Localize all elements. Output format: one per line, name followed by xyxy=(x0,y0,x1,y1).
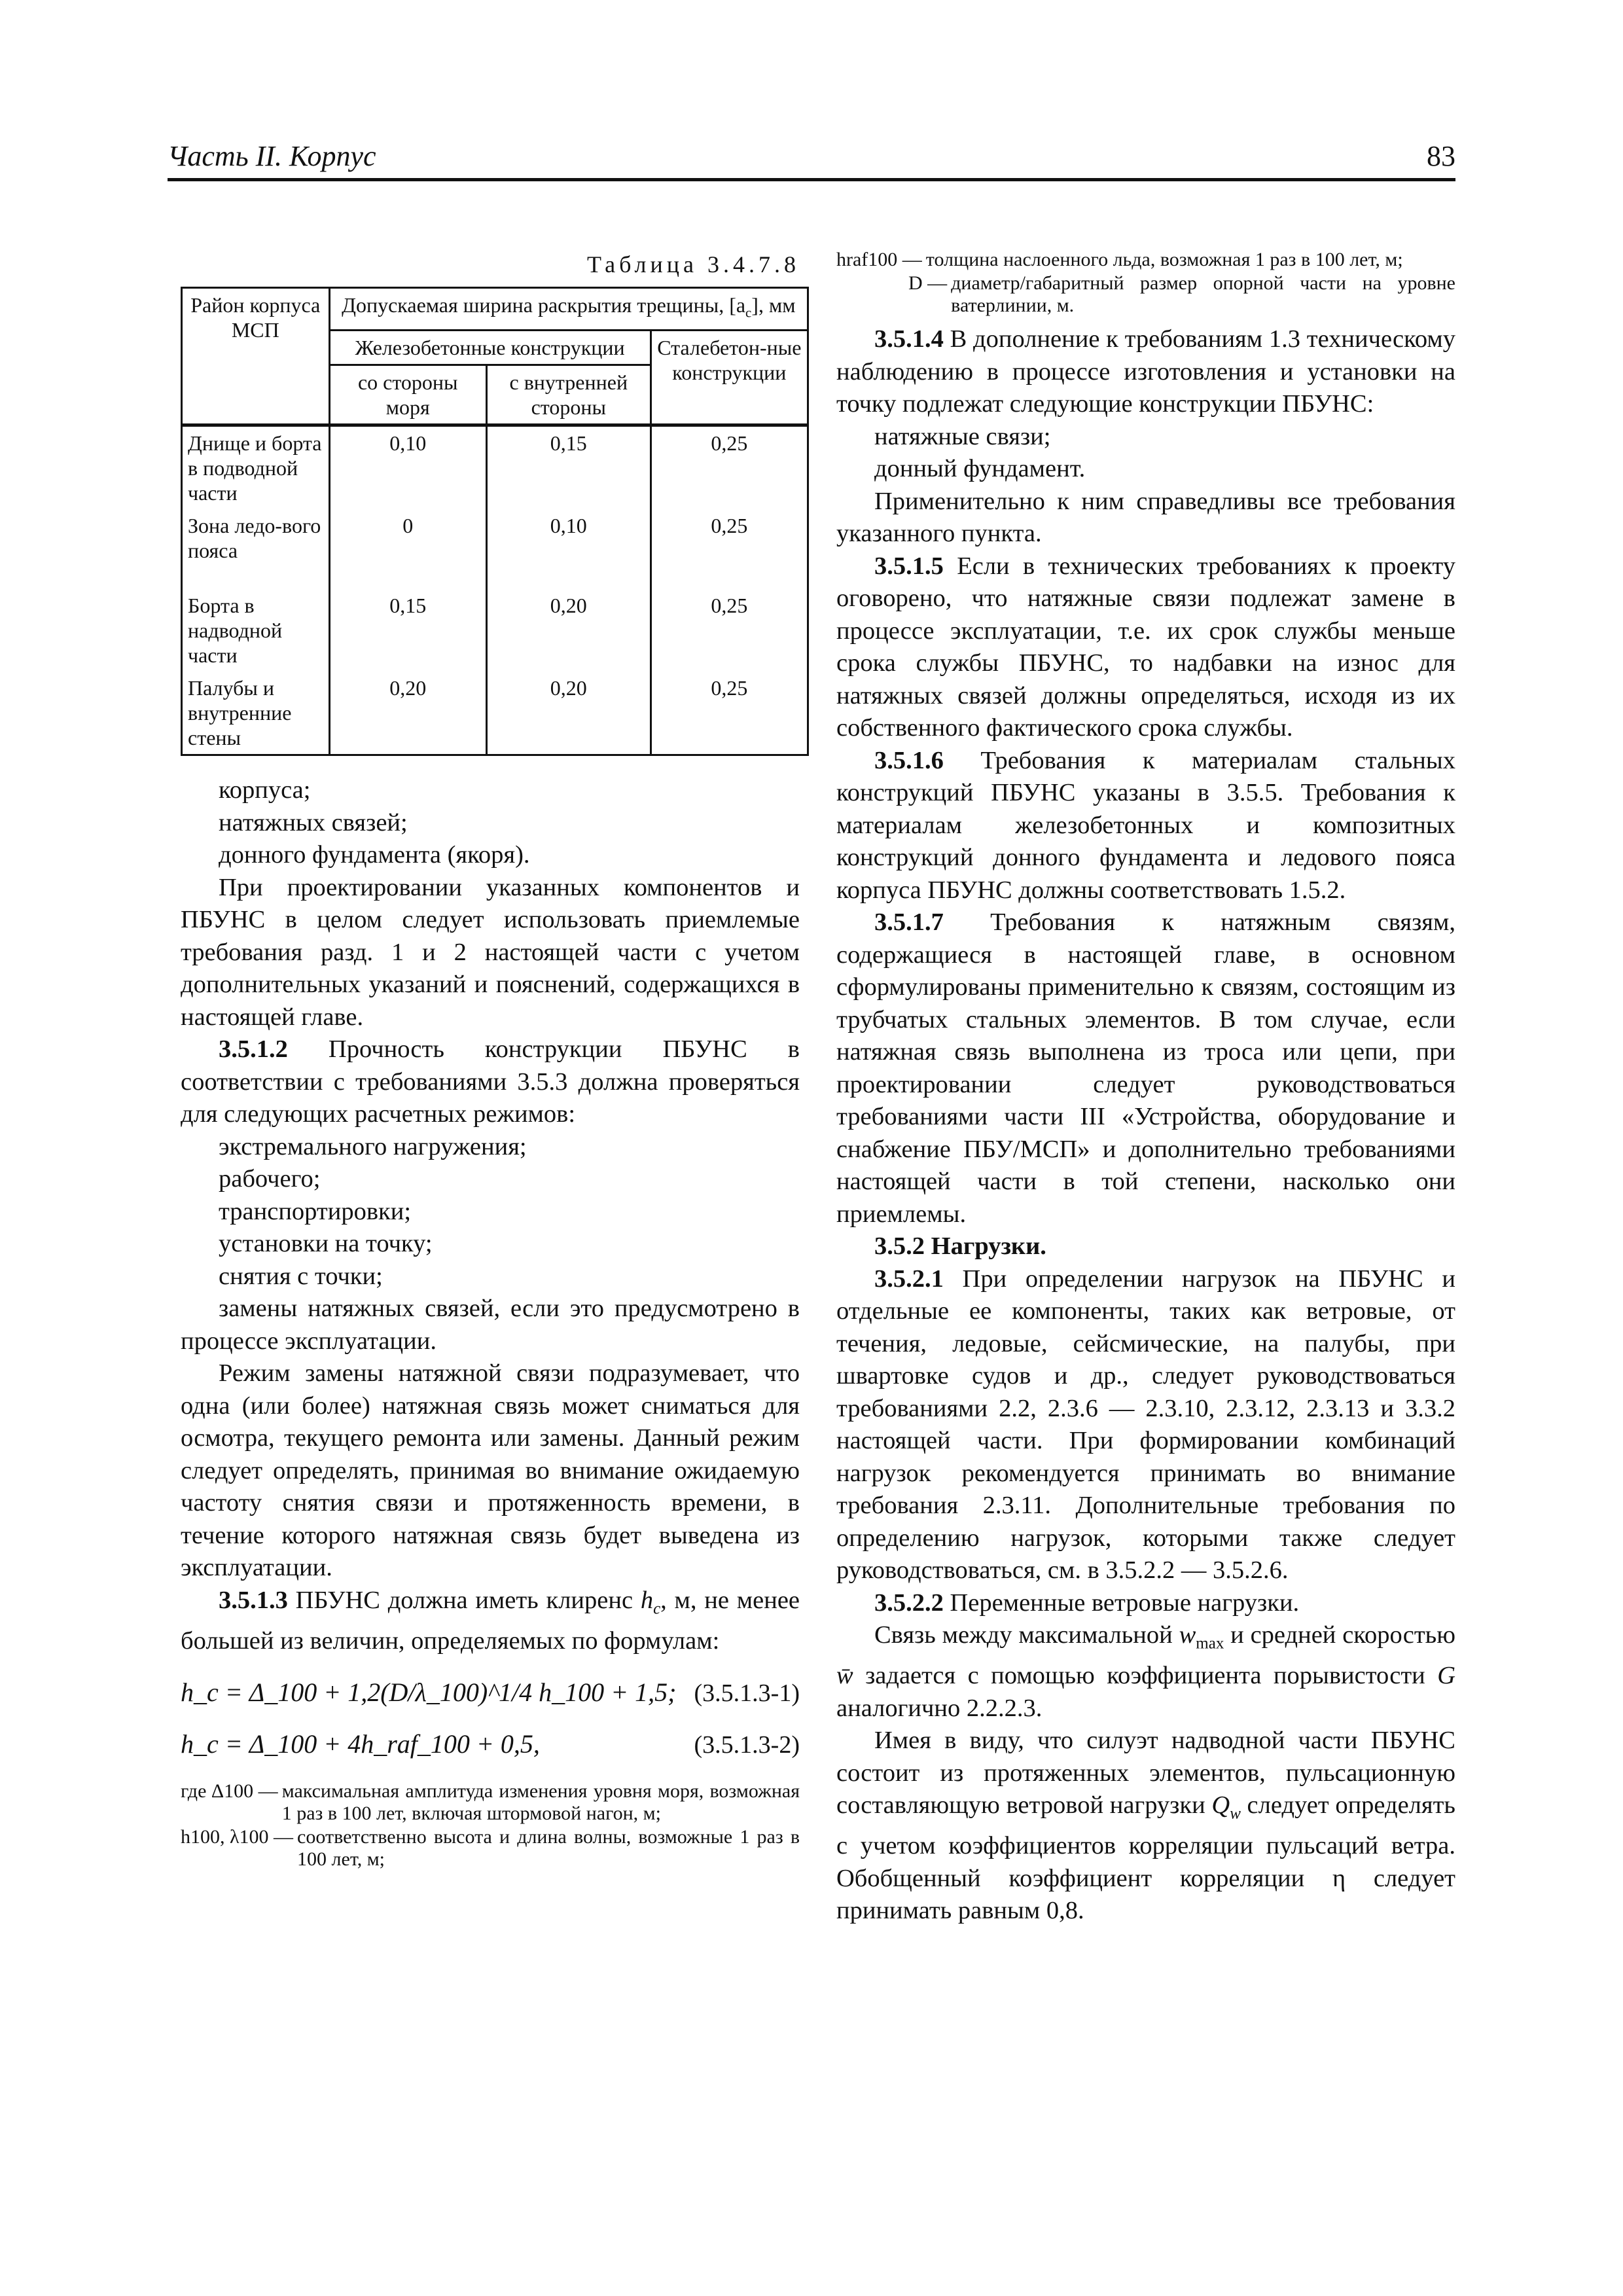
cell-steel: 0,25 xyxy=(651,589,808,672)
formula-expression: h_c = Δ_100 + 1,2(D/λ_100)^1/4 h_100 + 1,5; xyxy=(181,1677,677,1707)
formula-2 xyxy=(181,1728,800,1762)
list-item: снятия с точки; xyxy=(219,1262,383,1290)
list-item: рабочего; xyxy=(219,1165,321,1193)
cell-steel: 0,25 xyxy=(651,672,808,755)
th-width: Допускаемая ширина раскрытия трещины, $[a_c]$, мм xyxy=(329,288,808,331)
cell-inner: 0,20 xyxy=(486,672,651,755)
paragraph-3-5-1-6: 3.5.1.6 Требования к материалам стальных конструкций ПБУНС указаны в 3.5.5. Требования к материалам железобетонных и композитных конструкций донного фундамента и ледового пояса корпуса ПБУНС должны соответствовать 1.5.2. xyxy=(836,746,1455,904)
left-column xyxy=(181,249,800,1872)
list-item: натяжные связи; xyxy=(874,422,1051,450)
formula-expression: h_c = Δ_100 + 4h_raf_100 + 0,5, xyxy=(181,1729,540,1759)
table-row xyxy=(182,509,808,589)
list-item: корпуса; xyxy=(219,776,311,804)
formula-number: (3.5.1.3-1) xyxy=(694,1679,800,1707)
section-heading: 3.5.2 Нагрузки. xyxy=(874,1232,1046,1260)
cell-region: Борта в надводной части xyxy=(182,589,330,672)
th-steel-concrete: Сталебетон-ные конструкции xyxy=(651,331,808,425)
formula-1 xyxy=(181,1676,800,1710)
list-item: донный фундамент. xyxy=(874,455,1086,482)
paragraph-3-5-2-1: 3.5.2.1 При определении нагрузок на ПБУНС и отдельные ее компоненты, таких как ветровые, от течения, ледовые, сейсмические, на палубы, при швартовке судов и др., следует руководствоваться требованиями 2.2, 2.3.6 — 2.3.10, 2.3.12, 2.3.13 и 3.3.2 настоящей части. При формировании комбинаций нагрузок рекомендуется принимать во внимание требования 2.3.11. Дополнительные требования по определению нагрузок, которыми также следует руководствоваться, см. в 3.5.2.2 — 3.5.2.6. xyxy=(836,1265,1455,1584)
table-row xyxy=(182,672,808,755)
formula-notes xyxy=(181,1780,800,1871)
note: h100, λ100 — соответственно высота и длина волны, возможные 1 раз в 100 лет, м; xyxy=(181,1825,800,1870)
paragraph-3-5-1-5: 3.5.1.5 Если в технических требованиях к проекту оговорено, что натяжные связи подлежат замене в процессе эксплуатации, т.е. их срок службы меньше срока службы ПБУНС, то надбавки на износ для натяжных связей должны определяться, исходя из их собственного фактического срока службы. xyxy=(836,552,1455,742)
cell-sea: 0,15 xyxy=(329,589,486,672)
cell-inner: 0,10 xyxy=(486,509,651,589)
paragraph-3-5-1-7: 3.5.1.7 Требования к натяжным связям, содержащиеся в настоящей главе, в основном сформулированы применительно к связям, состоящим из трубчатых стальных элементов. В том случае, если натяжная связь выполнена из троса или цепи, при проектировании следует руководствоваться требованиями части III «Устройства, оборудование и снабжение ПБУ/МСП» и дополнительно требованиями настоящей части в той степени, насколько они приемлемы. xyxy=(836,908,1455,1228)
paragraph-3-5-1-4: 3.5.1.4 В дополнение к требованиям 1.3 техническому наблюдению в процессе изготовления и установки на точку подлежат следующие конструкции ПБУНС: xyxy=(836,325,1455,418)
page-header xyxy=(168,141,1455,181)
cell-steel: 0,25 xyxy=(651,425,808,510)
list-item: экстремального нагружения; xyxy=(219,1132,527,1160)
paragraph: Имея в виду, что силуэт надводной части ПБУНС состоит из протяженных элементов, пульсационную составляющую ветровой нагрузки $Q_w$ следует определять с учетом коэффициентов корреляции пульсаций ветра. Обобщенный коэффициент корреляции η следует принимать равным 0,8. xyxy=(836,1727,1455,1925)
list-item: транспортировки; xyxy=(219,1197,412,1225)
paragraph: Режим замены натяжной связи подразумевает, что одна (или более) натяжная связь может сниматься для осмотра, текущего ремонта или замены. Данный режим следует определять, принимая во внимание ожидаемую частоту снятия связи и протяженность времени, в течение которого натяжная связь будет выведена из эксплуатации. xyxy=(181,1359,800,1582)
cell-inner: 0,15 xyxy=(486,425,651,510)
right-column xyxy=(836,249,1455,1928)
list-item: донного фундамента (якоря). xyxy=(219,841,530,869)
th-region: Район корпуса МСП xyxy=(182,288,330,425)
paragraph-3-5-1-3: 3.5.1.3 ПБУНС должна иметь клиренс $h_c$, м, не менее большей из величин, определяемых по формулам: xyxy=(181,1586,800,1655)
th-sea-side: со стороны моря xyxy=(329,365,486,425)
running-title: Часть II. Корпус xyxy=(168,140,376,172)
page-number: 83 xyxy=(1427,140,1455,172)
formula-number: (3.5.1.3-2) xyxy=(694,1731,800,1759)
cell-sea: 0,10 xyxy=(329,425,486,510)
crack-width-table xyxy=(181,287,809,756)
cell-region: Зона ледо-вого пояса xyxy=(182,509,330,589)
cell-region: Днище и борта в подводной части xyxy=(182,425,330,510)
cell-inner: 0,20 xyxy=(486,589,651,672)
table-row xyxy=(182,589,808,672)
cell-sea: 0,20 xyxy=(329,672,486,755)
paragraph: Связь между максимальной $w_{max}$ и средней скоростью w̄ задается с помощью коэффициента порывистости G аналогично 2.2.2.3. xyxy=(836,1621,1455,1722)
th-reinforced-concrete: Железобетонные конструкции xyxy=(329,331,651,365)
list-item: натяжных связей; xyxy=(219,808,408,836)
paragraph-3-5-2-2: 3.5.2.2 Переменные ветровые нагрузки. xyxy=(874,1588,1300,1617)
cell-region: Палубы и внутренние стены xyxy=(182,672,330,755)
cell-sea: 0 xyxy=(329,509,486,589)
list-item: замены натяжных связей, если это предусмотрено в процессе эксплуатации. xyxy=(181,1295,800,1355)
th-inner-side: с внутренней стороны xyxy=(486,365,651,425)
table-caption: Таблица 3.4.7.8 xyxy=(587,251,800,278)
cell-steel: 0,25 xyxy=(651,509,808,589)
paragraph: При проектировании указанных компонентов и ПБУНС в целом следует использовать приемлемые требования разд. 1 и 2 настоящей части с учетом дополнительных указаний и пояснений, содержащихся в настоящей главе. xyxy=(181,873,800,1031)
formula-notes-continued xyxy=(836,249,1455,317)
paragraph: Применительно к ним справедливы все требования указанного пункта. xyxy=(836,487,1455,547)
table-row xyxy=(182,425,808,510)
note: где Δ100 — максимальная амплитуда изменения уровня моря, возможная 1 раз в 100 лет, включая штормовой нагон, м; xyxy=(181,1780,800,1824)
note: D — диаметр/габаритный размер опорной части на уровне ватерлинии, м. xyxy=(908,272,1455,316)
paragraph-3-5-1-2: 3.5.1.2 Прочность конструкции ПБУНС в соответствии с требованиями 3.5.3 должна проверяться для следующих расчетных режимов: xyxy=(181,1035,800,1128)
note: hraf100 — толщина наслоенного льда, возможная 1 раз в 100 лет, м; xyxy=(836,249,1403,270)
list-item: установки на точку; xyxy=(219,1230,433,1258)
